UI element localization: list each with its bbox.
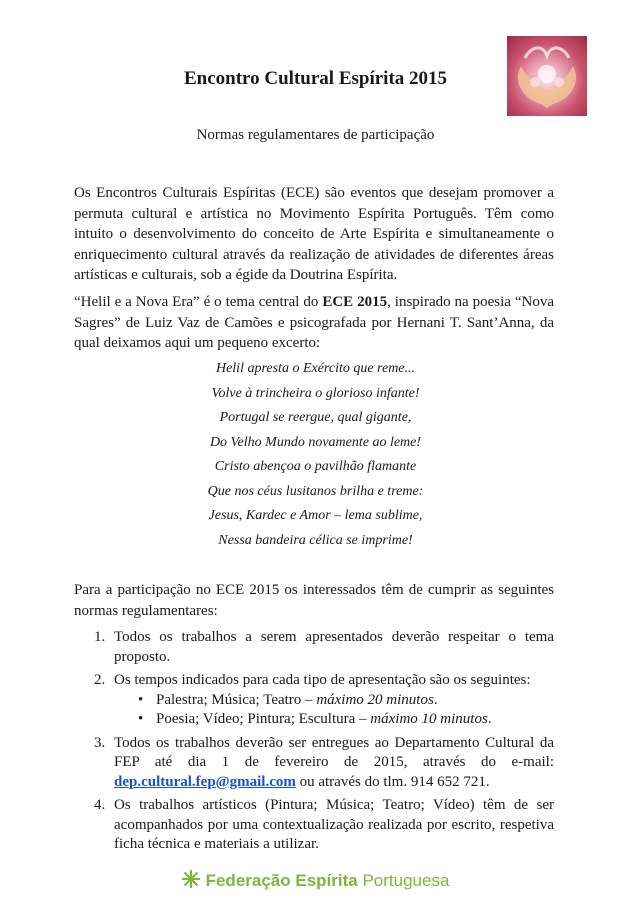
- rule-number: 2.: [94, 672, 106, 688]
- poem-line: Nessa bandeira célica se imprime!: [218, 532, 413, 548]
- footer-org-name: Federação Espírita: [205, 870, 358, 890]
- time-limit-item: [114, 710, 554, 730]
- poem-line: Do Velho Mundo novamente ao leme!: [209, 434, 422, 450]
- rule-text: Todos os trabalhos deverão ser entregues ao Departamento Cultural da FEP até dia 1 de fevereiro de 2015, através do e-mail:: [114, 734, 554, 770]
- star-logo-icon: [182, 870, 200, 893]
- email-link[interactable]: dep.cultural.fep@gmail.com: [114, 773, 296, 790]
- rule-text: Os tempos indicados para cada tipo de apresentação são os seguintes:: [114, 672, 531, 688]
- time-limit-categories: Palestra; Música; Teatro –: [156, 691, 317, 708]
- rule-number: 1.: [94, 629, 106, 645]
- page-subtitle: Normas regulamentares de participação: [196, 127, 435, 143]
- rule-item: [74, 671, 554, 730]
- rule-text: Os trabalhos artísticos (Pintura; Música; Teatro; Vídeo) têm de ser acompanhados por uma contextualização realizada por escrito, respetiva ficha técnica e materiais a utilizar.: [114, 797, 554, 852]
- bullet: •: [138, 711, 144, 727]
- poem-line: Portugal se reergue, qual gigante,: [219, 410, 412, 425]
- rule-item: [74, 796, 554, 855]
- intro-paragraph: Os Encontros Culturais Espíritas (ECE) são eventos que desejam promover a permuta cultural e artística no Movimento Espírita Português. Têm como intuito o desenvolvimento do conceito de Arte Espírita e simultaneamente o enriquecimento cultural através da realização de atividades de diferentes áreas artísticas e culturais, sob a égide da Doutrina Espírita.: [74, 185, 554, 283]
- period: .: [487, 711, 492, 727]
- rule-item: [74, 628, 554, 667]
- rule-number: 4.: [94, 797, 106, 813]
- footer-logo: [0, 870, 631, 893]
- bullet: •: [138, 691, 144, 708]
- time-limit-value: máximo 10 minutos: [370, 711, 488, 727]
- period: .: [433, 691, 438, 708]
- theme-text-end: , inspirado na poesia “Nova Sagres” de Luiz Vaz de Camões e psicografada por Hernani T. Sant’Anna, da qual deixamos aqui um pequeno excerto:: [74, 294, 555, 351]
- time-limit-item: [114, 691, 554, 711]
- rule-item: [74, 734, 554, 793]
- time-limit-value: máximo 20 minutos: [316, 691, 434, 708]
- rule-text: Todos os trabalhos a serem apresentados deverão respeitar o tema proposto.: [114, 629, 554, 665]
- rule-number: 3.: [94, 734, 106, 751]
- theme-paragraph: [74, 292, 554, 354]
- footer-org-suffix: Portuguesa: [357, 870, 450, 890]
- poem-line: Cristo abençoa o pavilhão flamante: [214, 459, 417, 474]
- rules-intro: Para a participação no ECE 2015 os interessados têm de cumprir as seguintes normas regulamentares:: [74, 582, 554, 619]
- theme-text-start: “Helil e a Nova Era” é o tema central do: [74, 294, 323, 310]
- poem-excerpt: [0, 357, 631, 553]
- rule-text-end: ou através do tlm. 914 652 721.: [295, 773, 490, 790]
- time-limit-categories: Poesia; Vídeo; Pintura; Escultura –: [156, 711, 371, 727]
- theme-event-name: ECE 2015: [322, 294, 388, 310]
- poem-line: Jesus, Kardec e Amor – lema sublime,: [208, 508, 423, 523]
- rules-list: [74, 628, 554, 859]
- poem-line: Helil apresta o Exército que reme...: [215, 361, 416, 376]
- time-limits-list: [114, 691, 554, 730]
- poem-line: Que nos céus lusitanos brilha e treme:: [207, 483, 424, 499]
- page-title: Encontro Cultural Espírita 2015: [183, 68, 448, 89]
- poem-line: Volve à trincheira o glorioso infante!: [211, 385, 420, 401]
